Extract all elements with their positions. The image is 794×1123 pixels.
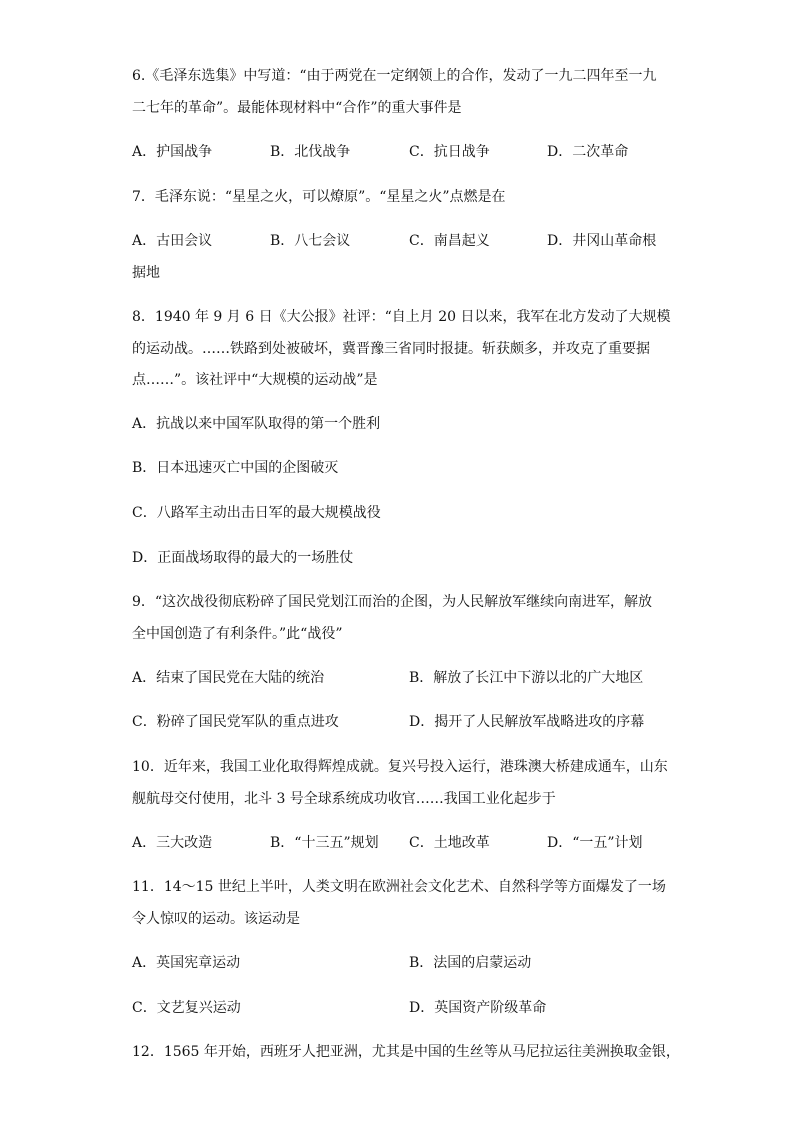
option-c[interactable]: C．粉碎了国民党军队的重点进攻	[132, 714, 339, 730]
question-stem-line: 令人惊叹的运动。该运动是	[132, 911, 300, 927]
option-d[interactable]: D．井冈山革命根	[547, 233, 657, 249]
question-stem-line: 10．近年来，我国工业化取得辉煌成就。复兴号投入运行，港珠澳大桥建成通车，山东	[132, 759, 668, 775]
question-stem-line: 9．“这次战役彻底粉碎了国民党划江而治的企图，为人民解放军继续向南进军，解放	[132, 594, 653, 610]
option-b[interactable]: B．北伐战争	[270, 144, 351, 160]
question-stem-line: 的运动战。……铁路到处被破坏，冀晋豫三省同时报捷。斩获颇多，并攻克了重要据	[132, 341, 650, 357]
option-c[interactable]: C．土地改革	[409, 835, 490, 851]
option-c[interactable]: C．抗日战争	[409, 144, 490, 160]
option-b[interactable]: B．解放了长江中下游以北的广大地区	[409, 670, 644, 686]
option-d[interactable]: D．揭开了人民解放军战略进攻的序幕	[409, 714, 645, 730]
option-c[interactable]: C．文艺复兴运动	[132, 1000, 241, 1016]
question-stem-line: 二七年的革命”。最能体现材料中“合作”的重大事件是	[132, 100, 462, 116]
question-stem-line: 7．毛泽东说：“星星之火，可以燎原”。“星星之火”点燃是在	[132, 189, 506, 205]
option-d[interactable]: D．正面战场取得的最大的一场胜仗	[132, 550, 354, 566]
option-b[interactable]: B．“十三五”规划	[270, 835, 379, 851]
question-stem-line: 11．14～15 世纪上半叶，人类文明在欧洲社会文化艺术、自然科学等方面爆发了一场	[132, 879, 666, 895]
question-stem-line: 6.《毛泽东选集》中写道：“由于两党在一定纲领上的合作，发动了一九二四年至一九	[132, 68, 657, 84]
option-a[interactable]: A．护国战争	[132, 144, 213, 160]
option-d[interactable]: D．二次革命	[547, 144, 629, 160]
question-stem-line: 全中国创造了有利条件。”此“战役”	[132, 626, 343, 642]
option-b[interactable]: B．八七会议	[270, 233, 351, 249]
option-d[interactable]: D．英国资产阶级革命	[409, 1000, 547, 1016]
option-c[interactable]: C．八路军主动出击日军的最大规模战役	[132, 505, 381, 521]
option-a[interactable]: A．抗战以来中国军队取得的第一个胜利	[132, 416, 381, 432]
option-a[interactable]: A．结束了国民党在大陆的统治	[132, 670, 325, 686]
question-stem-line: 8．1940 年 9 月 6 日《大公报》社评：“自上月 20 日以来，我军在北方发动了大规模	[132, 309, 671, 325]
option-b[interactable]: B．法国的启蒙运动	[409, 955, 532, 971]
option-c[interactable]: C．南昌起义	[409, 233, 490, 249]
question-stem-line: 舰航母交付使用，北斗 3 号全球系统成功收官……我国工业化起步于	[132, 791, 556, 807]
question-stem-line: 12．1565 年开始，西班牙人把亚洲，尤其是中国的生丝等从马尼拉运往美洲换取金银，	[132, 1044, 680, 1060]
option-a[interactable]: A．三大改造	[132, 835, 213, 851]
question-stem-line: 点……”。该社评中“大规模的运动战”是	[132, 372, 378, 388]
option-d[interactable]: D．“一五”计划	[547, 835, 643, 851]
option-a[interactable]: A．英国宪章运动	[132, 955, 241, 971]
option-a[interactable]: A．古田会议	[132, 233, 213, 249]
option-b[interactable]: B．日本迅速灭亡中国的企图破灭	[132, 460, 339, 476]
option-d-continuation: 据地	[132, 265, 160, 281]
